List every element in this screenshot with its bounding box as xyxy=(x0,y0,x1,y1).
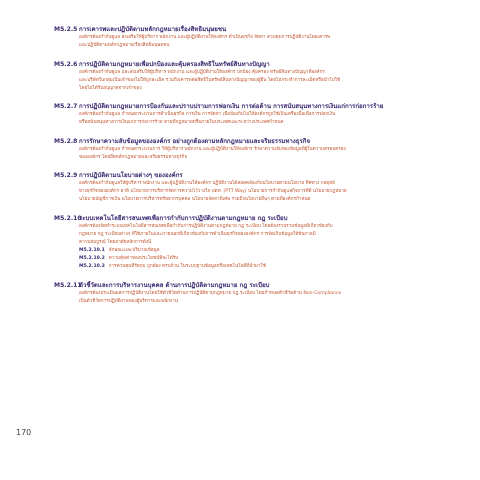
body-line: ทางธุรกิจขององค์กร อาทิ นโยบายการบริหารจัดการความไว้วางใจ ปตท. (PTT Way) นโยบายการกำกับดูแลกิจการที่ดี นโยบายกฎหมาย xyxy=(79,189,347,194)
section-title: การรักษาความลับข้อมูลขององค์กร อย่างถูกต้องตามหลักกฎหมายและจริยธรรมทางธุรกิจ xyxy=(79,137,311,145)
body-line: องค์กรต้องประเมินผลการปฏิบัติงานโดยใช้ตัวชี้วัดด้านการปฏิบัติตามกฎหมาย กฎ ระเบียบ โดยกำหนดตัวชี้วัดด้าน Non-Compliance xyxy=(79,290,342,296)
body-line: องค์กรต้องกำกับดูแล กำหนดกระบวนการดำเนินธุรกิจ การเงิน การจัดหา เพื่อป้องกันไม่ให้องค์กรถูกใช้เป็นเครื่องมือเพื่อการฟอกเงิน xyxy=(79,112,336,117)
section-code: M5.2.9 xyxy=(54,172,78,179)
body-line: และปฏิบัติตามหลักกฎหมายเรื่องสิทธิมนุษยชน xyxy=(79,43,170,48)
body-line: หรือสนับสนุนทางการเงินแก่การก่อการร้าย ตามที่กฎหมายหรือภายในประเทศและระหว่างประเทศกำหนด xyxy=(79,120,284,125)
body-line: ขององค์กร โดยยึดหลักกฎหมายและจริยธรรมทางธุรกิจ xyxy=(79,154,188,160)
section-heading xyxy=(54,60,464,69)
section-code: M5.2.10 xyxy=(54,214,82,222)
section-heading xyxy=(54,214,464,223)
section-title: การปฏิบัติตามกฎหมายการป้องกันและปราบปรามการฟอกเงิน การต่อต้าน การสนับสนุนทางการเงินแก่การก่อการร้าย xyxy=(79,103,384,110)
section-heading xyxy=(54,171,464,180)
section-body xyxy=(79,111,464,127)
body-line: องค์กรต้องกำกับดูแล กำหนดกระบวนการ ให้ผู้บริหาร พนักงาน และผู้ปฏิบัติงานให้องค์กร รักษาความลับของข้อมูลที่ผู้ในความครอบครอง xyxy=(79,146,346,152)
body-line: กฎหมาย กฎ ระเบียบต่างๆ ที่ใช้ภายในและภายนอกที่เกี่ยวข้องกับการดำเนินธุรกิจขององค์กร การจัดเก็บข้อมูลให้ทันกาลมี xyxy=(79,231,316,237)
subitem-text: ความคุ้มค่าของประโยชน์ที่จะได้รับ xyxy=(108,255,179,261)
section-code: M5.2.5 xyxy=(54,26,78,33)
subitem xyxy=(79,247,464,255)
section xyxy=(54,60,464,93)
section-heading xyxy=(54,281,464,290)
section xyxy=(54,171,464,204)
section-body xyxy=(79,69,464,93)
section-code: M5.2.7 xyxy=(54,103,78,110)
section-title: ระบบเทคโนโลยีสารสนเทศเพื่อการกำกับการปฏิบัติงานตามกฎหมาย กฎ ระเบียบ xyxy=(79,214,288,222)
body-line: เป็นตัวชี้วัดการปฏิบัติงานของผู้บริหารและพนักงาน xyxy=(79,298,179,304)
section xyxy=(54,137,464,162)
subitem-code: M5.2.10.1 xyxy=(79,247,105,253)
section-title: การปฏิบัติตามกฎหมายเพื่อปกป้องและคุ้มครองสิทธิในทรัพย์สินทางปัญญา xyxy=(79,60,270,68)
body-line: องค์กรต้องกำกับดูแล ส่งเสริมให้ผู้บริหาร พนักงาน และผู้ปฏิบัติงานให้องค์กร ดำเนินธุรกิจ จัดหา ควบคุมการปฏิบัติงานโดยเคารพ xyxy=(79,35,331,40)
body-line: นโยบายบัญชีการเงิน นโยบายการบริหารทรัพยากรบุคคล นโยบายจัดหาพิเศษ รวมถึงนโยบายอื่นๆ ตามที่องค์กรกำหนด xyxy=(79,197,311,202)
section-body xyxy=(79,146,464,162)
section xyxy=(54,25,464,50)
section-heading xyxy=(54,102,464,111)
subitem-text: ลักษณะและปริมาณข้อมูล xyxy=(108,247,160,253)
section-title: ตัวชี้วัดและการบริหารงานบุคคล ด้านการปฏิบัติตามกฎหมาย กฎ ระเบียบ xyxy=(79,281,270,289)
section xyxy=(54,214,464,272)
section-heading xyxy=(54,25,464,34)
section-body xyxy=(79,223,464,247)
page-number: 170 xyxy=(16,428,32,437)
document-content xyxy=(54,25,464,315)
subitem xyxy=(79,263,464,271)
body-line: และบริษัทในกลุ่มเป็นเจ้าของไม่ให้ถูกละเมิด รวมถึงเคารพต่อสิทธิในทรัพย์สินทางปัญญาของผู้อื่น โดยไม่กระทำการละเมิดหรือนำไปใช้ xyxy=(79,77,340,83)
section-heading xyxy=(54,137,464,146)
section-body xyxy=(79,34,464,50)
body-line: โดยไม่ได้รับอนุญาตจากเจ้าของ xyxy=(79,85,142,91)
subitem-code: M5.2.10.3 xyxy=(79,263,105,269)
subitem xyxy=(79,255,464,263)
section-title: การเคารพและปฏิบัติตามหลักกฎหมายเรื่องสิทธิมนุษยชน xyxy=(79,26,227,33)
section-body xyxy=(79,290,464,306)
section-body xyxy=(79,180,464,204)
section-title: การปฏิบัติตามนโยบายต่างๆ ขององค์กร xyxy=(79,172,183,179)
subitem-code: M5.2.10.2 xyxy=(79,255,105,261)
section xyxy=(54,281,464,306)
body-line: ความสมบูรณ์ โดยอาศัยหลักการดังนี้ xyxy=(79,239,152,245)
section xyxy=(54,102,464,127)
section-code: M5.2.6 xyxy=(54,60,78,68)
section-code: M5.2.11 xyxy=(54,281,82,289)
body-line: องค์กรต้องกำกับดูแลให้ผู้บริหาร พนักงาน และผู้ปฏิบัติงานให้องค์กร ปฏิบัติงานได้สอดคล้องกับนโยบายตามนโยบาย ทิศทาง กลยุทธ์ xyxy=(79,181,335,186)
subitem-text: การควบคุมที่รัดกุม ถูกต้อง ครบถ้วน ในระบบฐานข้อมูลหรือเทคโนโลยีที่นำมาใช้ xyxy=(108,263,266,269)
body-line: องค์กรต้องกำกับดูแล และส่งเสริมให้ผู้บริหาร พนักงาน และผู้ปฏิบัติงานให้องค์กร ปกป้อง คุ้มครอง ทรัพย์สินทางปัญญาที่องค์กร xyxy=(79,69,325,75)
body-line: องค์กรต้องจัดทำระบบเทคโนโลยีสารสนเทศเพื่อกำกับการปฏิบัติงานตามกฎหมาย กฎ ระเบียบ โดยต้องรวบรวมข้อมูลที่เกี่ยวข้องกับ xyxy=(79,223,333,229)
section-code: M5.2.8 xyxy=(54,137,78,145)
